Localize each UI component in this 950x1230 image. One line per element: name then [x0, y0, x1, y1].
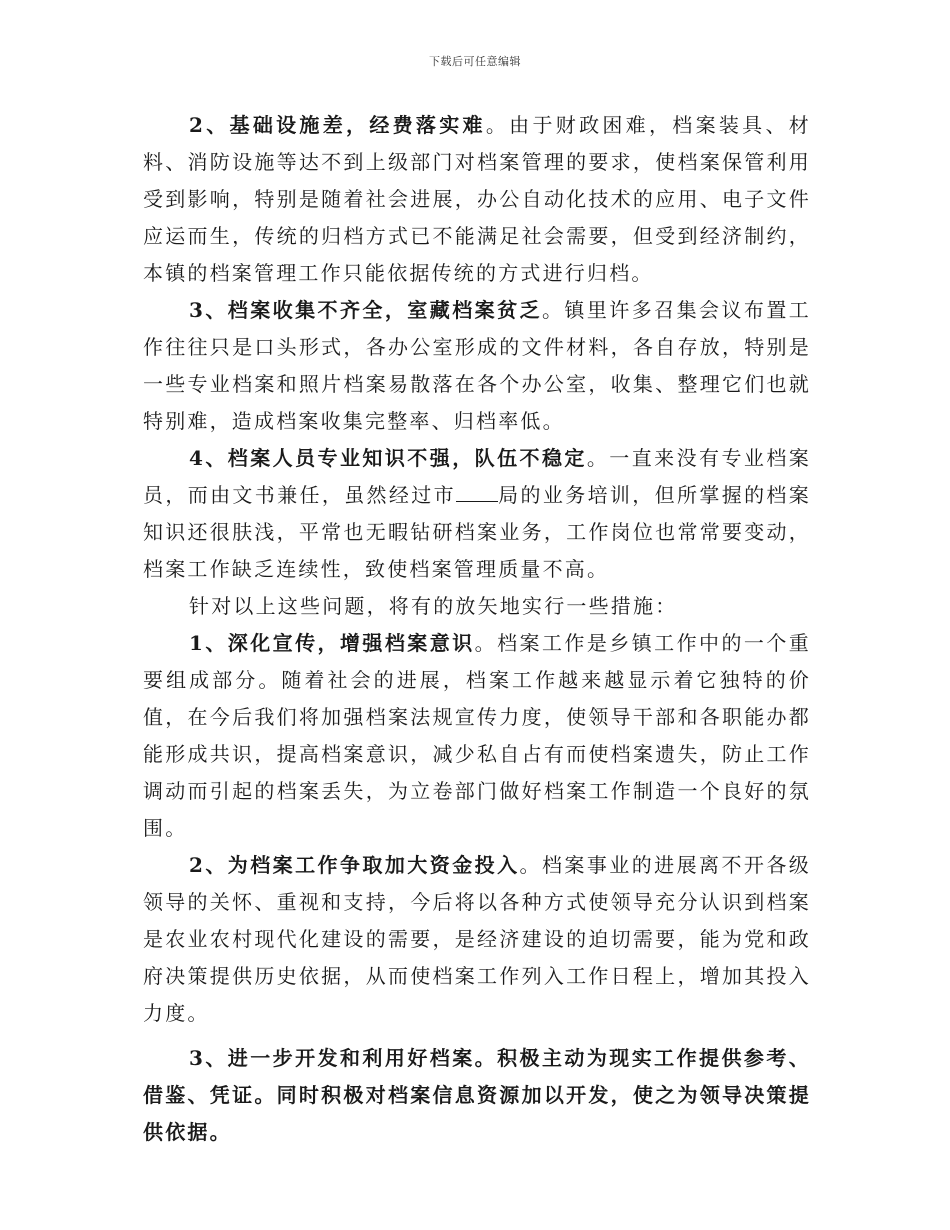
paragraph-heading: 2、基础设施差，经费落实难: [189, 113, 486, 137]
paragraph-text: 。一直来没有专业档案员，而由文书兼任，虽然经过市: [143, 446, 811, 507]
paragraph-text: 局的业务培训，但所掌握的档案知识还很肤浅，平常也无暇钻研档案业务，工作岗位也常常要变动，档案工作缺乏连续性，致使档案管理质量不高。: [143, 483, 811, 581]
paragraph-text: 。镇里许多召集会议布置工作往往只是口头形式，各办公室形成的文件材料，各自存放，特别是一些专业档案和照片档案易散落在各个办公室，收集、整理它们也就特别难，造成档案收集完整率、归档率低。: [143, 298, 811, 433]
paragraph-text: 。档案事业的进展离不开各级领导的关怀、重视和支持，今后将以各种方式使领导充分认识到档案是农业农村现代化建设的需要，是经济建设的迫切需要，能为党和政府决策提供历史依据，从而使档案工作列入工作日程上，增加其投入力度。: [143, 853, 811, 1025]
paragraph-utilization: [143, 1040, 811, 1151]
paragraph-text: 针对以上这些问题，将有的放矢地实行一些措施：: [189, 594, 678, 618]
document-body: [143, 107, 811, 1151]
paragraph-infrastructure: [143, 107, 811, 292]
paragraph-text: 。由于财政困难，档案装具、材料、消防设施等达不到上级部门对档案管理的要求，使档案保管利用受到影响，特别是随着社会进展，办公自动化技术的应用、电子文件应运而生，传统的归档方式已不能满足社会需要，但受到经济制约，本镇的档案管理工作只能依据传统的方式进行归档。: [143, 113, 811, 285]
paragraph-text: 3、进一步开发和利用好档案。积极主动为现实工作提供参考、借鉴、凭证。同时积极对档案信息资源加以开发，使之为领导决策提供依据。: [143, 1046, 811, 1144]
blank-underline: [456, 483, 498, 502]
paragraph-measures-intro: [143, 588, 811, 625]
page-header: 下载后可任意编辑: [429, 55, 521, 68]
paragraph-publicity: [143, 625, 811, 847]
paragraph-funding: [143, 847, 811, 1032]
paragraph-text: 。档案工作是乡镇工作中的一个重要组成部分。随着社会的进展，档案工作越来越显示着它独特的价值，在今后我们将加强档案法规宣传力度，使领导干部和各职能办都能形成共识，提高档案意识，减少私自占有而使档案遗失，防止工作调动而引起的档案丢失，为立卷部门做好档案工作制造一个良好的氛围。: [143, 631, 811, 840]
paragraph-heading: 4、档案人员专业知识不强，队伍不稳定: [189, 446, 587, 470]
paragraph-heading: 2、为档案工作争取加大资金投入: [189, 853, 520, 877]
paragraph-staff: [143, 440, 811, 588]
paragraph-heading: 3、档案收集不齐全，室藏档案贫乏: [189, 298, 542, 322]
paragraph-heading: 1、深化宣传，增强档案意识: [189, 631, 475, 655]
paragraph-collection: [143, 292, 811, 440]
